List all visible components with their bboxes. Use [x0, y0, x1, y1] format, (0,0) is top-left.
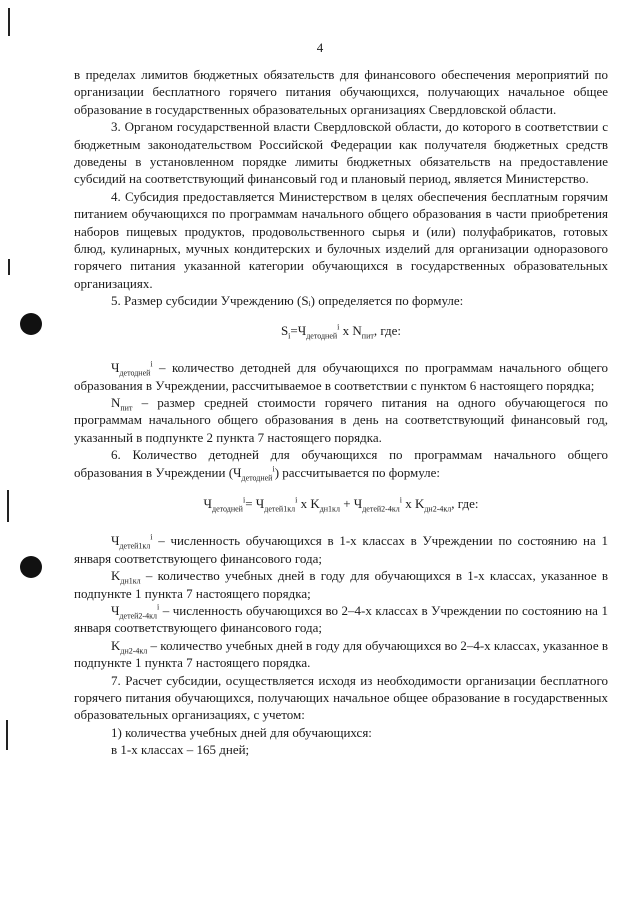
paragraph-5: 5. Размер субсидии Учреждению (Sᵢ) определяется по формуле: [111, 293, 464, 309]
definition-det1kl: $Ч_{детей1кл}^i$ – численность обучающихся в 1-х классах в Учреждении по состоянию на 1 января соответствующего финансового года; [74, 533, 608, 566]
definition-n-pit: $N_{пит}$ – размер средней стоимости горячего питания на одного обучающегося по программам начального общего образования в день на соответствующий финансовый год, указанный в подпункте 2 пункта 7 настоящего порядка. [74, 394, 608, 445]
document-body [74, 66, 608, 759]
definition-dn1kl: $K_{дн1кл}$ – количество учебных дней в году для обучающихся в 1-х классах, указанное в подпункте 1 пункта 7 настоящего порядка; [74, 568, 608, 601]
punch-hole-top [20, 313, 42, 335]
definition-det24kl: $Ч_{детей2-4кл}^i$ – численность обучающихся во 2–4-х классах в Учреждении по состоянию на 1 января соответствующего финансового года; [74, 602, 608, 636]
formula-subsidy: $S_i=Ч_{детодней}^i$ x $N_{пит}$, где: [280, 322, 402, 341]
paragraph-6: 6. Количество детодней для обучающихся по программам начального общего образования в Учреждении $(Ч_{детодней}^i)$ рассчитывается по формуле: [74, 447, 608, 483]
definition-dn24kl: $K_{дн2-4кл}$ – количество учебных дней в году для обучающихся во 2–4-х классах, указанное в подпункте 1 пункта 7 настоящего порядка. [74, 637, 608, 671]
scan-edge-mark [8, 8, 10, 36]
scan-edge-mark [6, 720, 8, 750]
definition-detodney: $Ч_{детодней}^i$ – количество детодней для обучающихся по программам начального общего образования в Учреждении, рассчитываемое в соответствии с пунктом 6 настоящего порядка; [74, 359, 608, 393]
paragraph-4: 4. Субсидия предоставляется Министерством в целях обеспечения бесплатным горячим питанием обучающихся по программам начального общего образования в части приобретения наборов пищевых продуктов, продовольственного сырья и (или) полуфабрикатов, готовых блюд, кулинарных, мучных кондитерских и булочных изделий для организации одноразового горячего питания указанной категории обучающихся в государственных образовательных организациях. [74, 188, 608, 291]
scan-edge-mark [8, 259, 10, 275]
list-item-1: 1) количества учебных дней для обучающихся: [111, 724, 372, 740]
list-item-1-sub: в 1-х классах – 165 дней; [111, 742, 250, 758]
paragraph-continuation: в пределах лимитов бюджетных обязательств для финансового обеспечения мероприятий по организации бесплатного горячего питания обучающихся, получающих начальное общее образование в государственных образовательных организациях Свердловской области. [74, 67, 608, 117]
paragraph-3: 3. Органом государственной власти Свердловской области, до которого в соответствии с бюджетным законодательством Российской Федерации как получателя бюджетных средств доведены в установленном порядке лимиты бюджетных обязательств на предоставление субсидий на соответствующий финансовый год и плановый период, является Министерство. [74, 119, 608, 187]
punch-hole-bottom [20, 556, 42, 578]
scan-edge-mark [7, 490, 9, 522]
formula-detodney: $Ч_{детодней}^i= Ч_{детей1кл}^i$ x $K_{дн1кл} + Ч_{детей2-4кл}^i$ x $K_{дн2-4кл}$, где: [203, 495, 479, 514]
page-number: 4 [316, 40, 324, 55]
paragraph-7: 7. Расчет субсидии, осуществляется исходя из необходимости организации бесплатного горячего питания обучающихся, получающих начальное общее образование в государственных образовательных организациях, с учетом: [74, 672, 608, 723]
